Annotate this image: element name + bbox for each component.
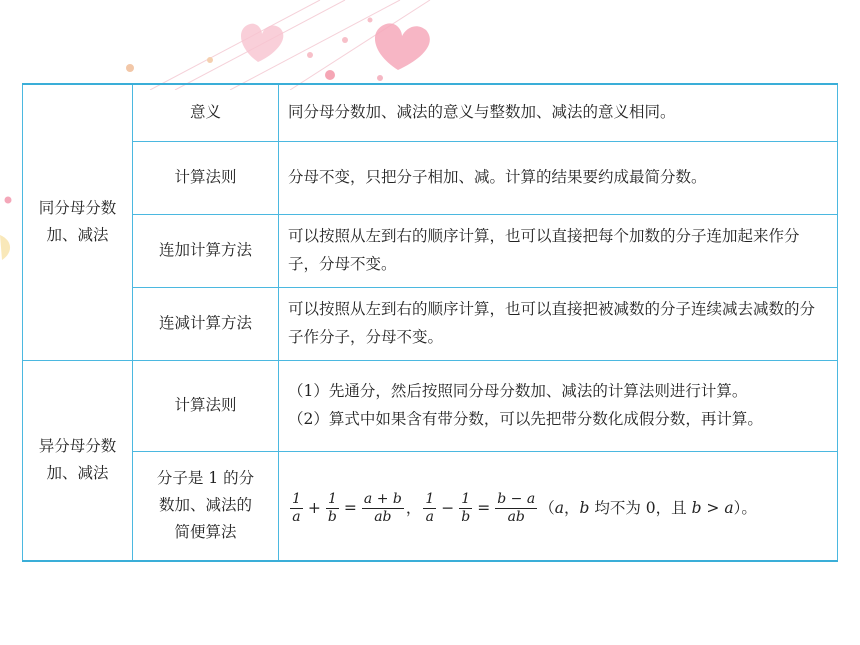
operator: − [441,499,455,518]
operator: = [343,499,357,518]
fraction: $\frac{1}{a}$ [292,490,301,526]
desc-cell: 可以按照从左到右的顺序计算，也可以直接把被减数的分子连续减去减数的分子作分子，分母不变。 [279,287,838,360]
item-line: 数加、减法的 [158,496,252,515]
fraction: $\frac{b - a}{ab}$ [497,490,536,526]
item-cell [133,451,279,561]
condition-open: （ [539,499,555,518]
inequality: b > a [691,499,734,518]
formula-cell [279,451,838,561]
operator: + [307,499,321,518]
item-cell: 连加计算方法 [133,214,279,287]
item-cell: 连减计算方法 [133,287,279,360]
condition-close: ）。 [733,499,757,518]
table-row [23,287,838,360]
fraction: $\frac{1}{b}$ [461,490,471,526]
condition-sep: ， [563,499,580,518]
var-a: a [554,499,564,518]
category-line: 异分母分数 [38,437,117,456]
table-row [23,360,838,451]
desc-cell: 同分母分数加、减法的意义与整数加、减法的意义相同。 [279,84,838,141]
fraction: $\frac{1}{b}$ [327,490,337,526]
formula [288,491,757,527]
heart-icon [241,24,283,62]
operator: = [477,499,491,518]
table-row [23,214,838,287]
item-cell: 意义 [133,84,279,141]
rule-line: （1）先通分，然后按照同分母分数加、减法的计算法则进行计算。 [288,382,748,401]
desc-cell: 分母不变，只把分子相加、减。计算的结果要约成最简分数。 [279,141,838,214]
category-line: 加、减法 [46,226,109,245]
table-row [23,451,838,561]
header-decoration [0,0,860,90]
table-row [23,84,838,141]
item-line: 简便算法 [174,523,237,542]
category-cell [23,84,133,360]
category-cell [23,360,133,561]
desc-cell: 可以按照从左到右的顺序计算，也可以直接把每个加数的分子连加起来作分子，分母不变。 [279,214,838,287]
var-b: b [579,499,590,518]
table-row [23,141,838,214]
condition-text: 均不为 0，且 [589,499,692,518]
item-line: 分子是 1 的分 [156,469,255,488]
category-line: 加、减法 [46,464,109,483]
separator: ， [405,499,422,518]
rule-line: （2）算式中如果含有带分数，可以先把带分数化成假分数，再计算。 [288,409,763,428]
fraction: $\frac{a + b}{ab}$ [363,490,402,526]
fraction: $\frac{1}{a}$ [425,490,435,526]
item-cell: 计算法则 [133,360,279,451]
heart-icon [375,23,430,70]
side-decoration [0,180,20,300]
category-line: 同分母分数 [38,199,117,218]
desc-cell [279,360,838,451]
item-cell: 计算法则 [133,141,279,214]
fraction-summary-table [22,83,838,562]
